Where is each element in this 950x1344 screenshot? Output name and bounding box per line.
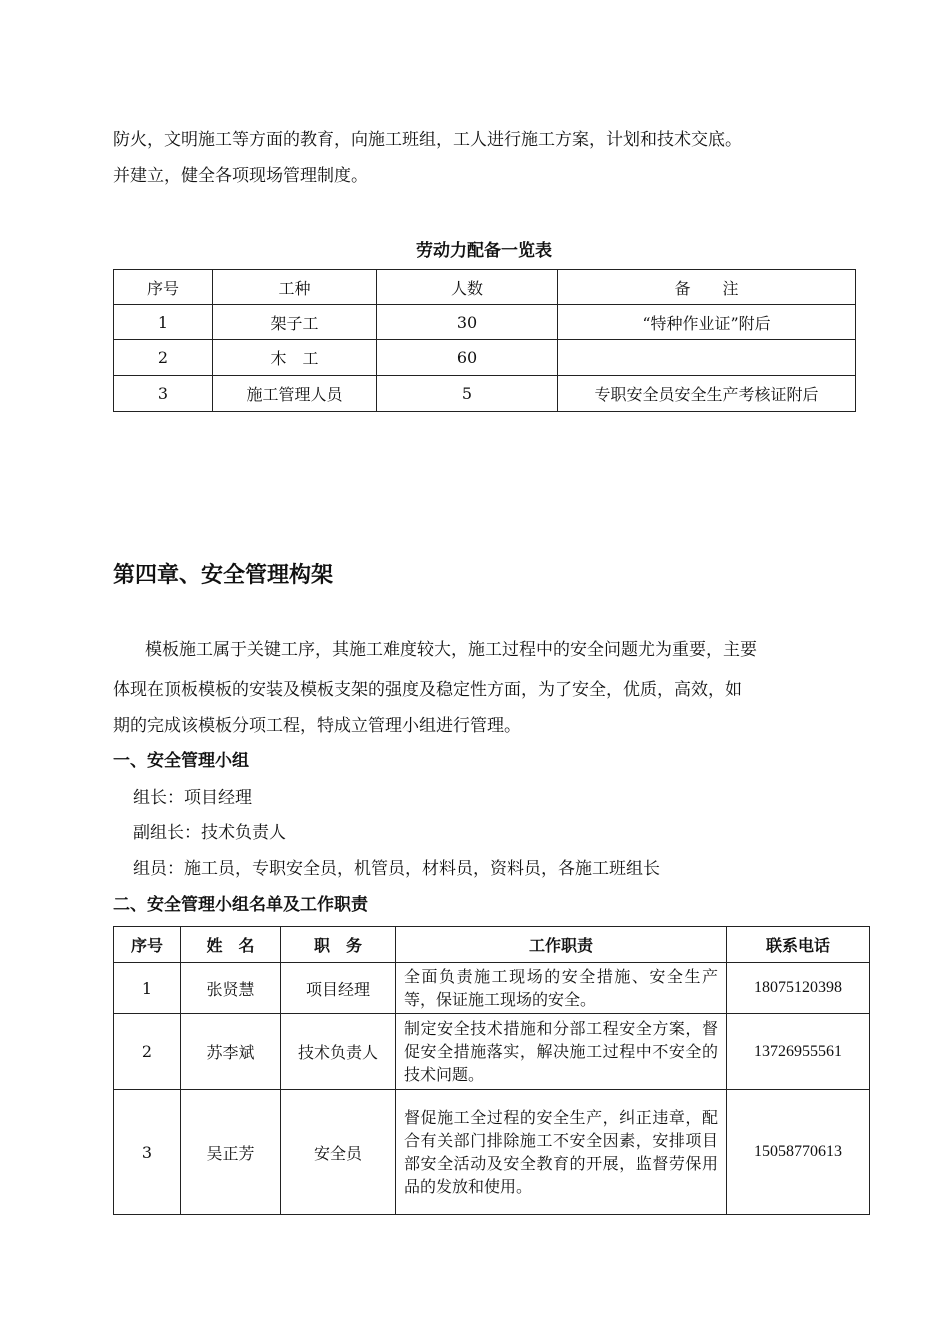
duty-cell: 制定安全技术措施和分部工程安全方案，督促安全措施落实，解决施工过程中不安全的技术问题。 xyxy=(396,1014,727,1090)
table-cell: 5 xyxy=(377,376,558,412)
chapter-title: 第四章、安全管理构架 xyxy=(113,562,334,588)
safety-header-cell: 工作职责 xyxy=(396,927,727,963)
safety-table-header-row xyxy=(114,927,870,963)
table-cell: 苏李斌 xyxy=(181,1014,281,1090)
table-cell: 专职安全员安全生产考核证附后 xyxy=(558,376,856,412)
table-row xyxy=(114,1090,870,1215)
table-cell: 60 xyxy=(377,340,558,376)
chapter-para-line-2: 体现在顶板模板的安装及模板支架的强度及稳定性方面，为了安全，优质，高效，如 xyxy=(113,680,742,700)
table-cell: 1 xyxy=(114,305,213,340)
safety-header-cell: 联系电话 xyxy=(727,927,870,963)
chapter-para-line-3: 期的完成该模板分项工程，特成立管理小组进行管理。 xyxy=(113,716,521,736)
table-cell: 1 xyxy=(114,963,181,1014)
section-2-heading: 二、安全管理小组名单及工作职责 xyxy=(113,895,368,915)
labor-header-cell: 人数 xyxy=(377,270,558,305)
table-cell xyxy=(558,340,856,376)
intro-line-2: 并建立，健全各项现场管理制度。 xyxy=(113,166,368,186)
duty-cell: 全面负责施工现场的安全措施、安全生产等，保证施工现场的安全。 xyxy=(396,963,727,1014)
table-cell: 2 xyxy=(114,340,213,376)
labor-header-cell: 序号 xyxy=(114,270,213,305)
table-cell: 30 xyxy=(377,305,558,340)
table-cell: “特种作业证”附后 xyxy=(558,305,856,340)
table-cell: 施工管理人员 xyxy=(213,376,377,412)
table-row xyxy=(114,1014,870,1090)
intro-line-1: 防火，文明施工等方面的教育，向施工班组，工人进行施工方案，计划和技术交底。 xyxy=(113,130,742,150)
table-row xyxy=(114,963,870,1014)
phone-cell: 18075120398 xyxy=(727,963,870,1014)
labor-header-cell: 工种 xyxy=(213,270,377,305)
labor-header-cell: 备 注 xyxy=(558,270,856,305)
table-cell: 木 工 xyxy=(213,340,377,376)
table-cell: 3 xyxy=(114,1090,181,1215)
table-row xyxy=(114,305,856,340)
table-cell: 吴正芳 xyxy=(181,1090,281,1215)
section-1-heading: 一、安全管理小组 xyxy=(113,751,249,771)
table-cell: 2 xyxy=(114,1014,181,1090)
table-cell: 安全员 xyxy=(281,1090,396,1215)
labor-table-title: 劳动力配备一览表 xyxy=(416,241,552,261)
table-cell: 张贤慧 xyxy=(181,963,281,1014)
labor-table xyxy=(113,269,856,412)
safety-header-cell: 姓 名 xyxy=(181,927,281,963)
chapter-para-line-1: 模板施工属于关键工序，其施工难度较大，施工过程中的安全问题尤为重要，主要 xyxy=(145,640,757,660)
safety-header-cell: 序号 xyxy=(114,927,181,963)
phone-cell: 15058770613 xyxy=(727,1090,870,1215)
table-cell: 3 xyxy=(114,376,213,412)
group-deputy: 副组长：技术负责人 xyxy=(133,823,286,843)
group-members: 组员：施工员，专职安全员，机管员，材料员，资料员，各施工班组长 xyxy=(133,859,660,879)
table-cell: 架子工 xyxy=(213,305,377,340)
safety-team-table xyxy=(113,926,870,1215)
table-row xyxy=(114,340,856,376)
table-cell: 技术负责人 xyxy=(281,1014,396,1090)
safety-header-cell: 职 务 xyxy=(281,927,396,963)
table-cell: 项目经理 xyxy=(281,963,396,1014)
labor-table-header-row xyxy=(114,270,856,305)
phone-cell: 13726955561 xyxy=(727,1014,870,1090)
group-leader: 组长：项目经理 xyxy=(133,788,252,808)
duty-cell: 督促施工全过程的安全生产，纠正违章，配合有关部门排除施工不安全因素，安排项目部安全活动及安全教育的开展，监督劳保用品的发放和使用。 xyxy=(396,1090,727,1215)
table-row xyxy=(114,376,856,412)
